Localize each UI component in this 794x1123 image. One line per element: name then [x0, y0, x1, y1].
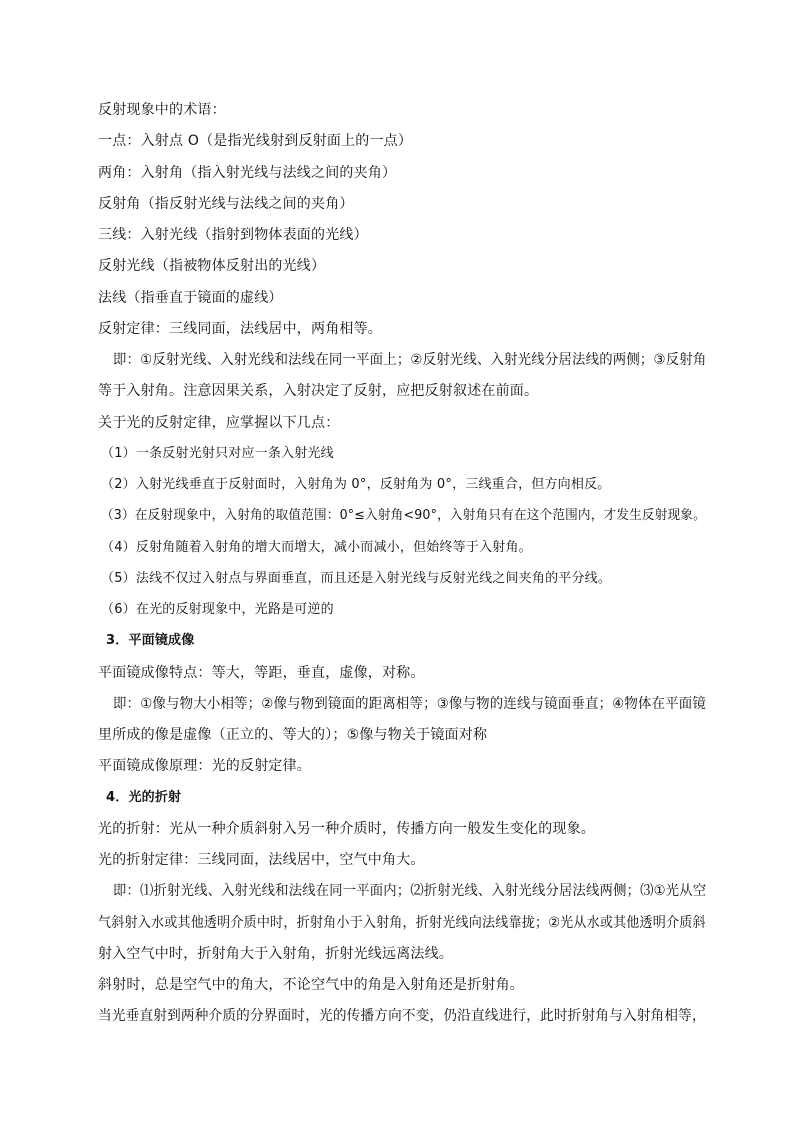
- section-heading: 3．平面镜成像: [106, 633, 195, 648]
- text-line: 当光垂直射到两种介质的分界面时，光的传播方向不变，仍沿直线进行，此时折射角与入射角相等，: [98, 1008, 706, 1024]
- text-line: （4）反射角随着入射角的增大而增大，减小而减小，但始终等于入射角。: [101, 540, 532, 555]
- text-line: 反射光线（指被物体反射出的光线）: [98, 258, 326, 274]
- text-line: 即：⑴折射光线、入射光线和法线在同一平面内；⑵折射光线、入射光线分居法线两侧；⑶①光从空: [113, 883, 707, 899]
- text-line: 射入空气中时，折射角大于入射角，折射光线远离法线。: [98, 946, 453, 962]
- text-line: （6）在光的反射现象中，光路是可逆的: [101, 602, 334, 617]
- text-line: （1）一条反射光射只对应一条入射光线: [101, 446, 334, 461]
- text-line: 反射现象中的术语：: [98, 102, 226, 118]
- text-line: 平面镜成像特点：等大，等距，垂直，虚像，对称。: [98, 665, 425, 681]
- text-line: 平面镜成像原理：光的反射定律。: [98, 758, 311, 774]
- text-line: 里所成的像是虚像（正立的、等大的）；⑤像与物关于镜面对称: [98, 727, 488, 743]
- text-line: 等于入射角。注意因果关系，入射决定了反射，应把反射叙述在前面。: [98, 383, 539, 399]
- text-line: （3）在反射现象中，入射角的取值范围：0°≤入射角<90°，入射角只有在这个范围内，才发生反射现象。: [101, 508, 706, 523]
- text-line: 法线（指垂直于镜面的虚线）: [98, 290, 283, 306]
- text-line: 反射定律：三线同面，法线居中，两角相等。: [98, 321, 382, 337]
- text-line: （2）入射光线垂直于反射面时，入射角为 0°，反射角为 0°，三线重合，但方向相反。: [101, 477, 611, 492]
- section-heading: 4．光的折射: [106, 790, 182, 805]
- text-line: 反射角（指反射光线与法线之间的夹角）: [98, 196, 354, 212]
- text-line: 关于光的反射定律，应掌握以下几点：: [98, 415, 340, 431]
- text-line: 光的折射定律：三线同面，法线居中，空气中角大。: [98, 852, 425, 868]
- text-line: 气斜射入水或其他透明介质中时，折射角小于入射角，折射光线向法线靠拢；②光从水或其他透明介质斜: [98, 915, 706, 931]
- text-line: 光的折射：光从一种介质斜射入另一种介质时，传播方向一般发生变化的现象。: [98, 821, 595, 837]
- text-line: 斜射时，总是空气中的角大，不论空气中的角是入射角还是折射角。: [98, 977, 524, 993]
- text-line: 三线：入射光线（指射到物体表面的光线）: [98, 227, 368, 243]
- text-line: 即：①像与物大小相等；②像与物到镜面的距离相等；③像与物的连线与镜面垂直；④物体在平面镜: [113, 696, 707, 712]
- text-line: 即：①反射光线、入射光线和法线在同一平面上；②反射光线、入射光线分居法线的两侧；③反射角: [113, 352, 707, 368]
- text-line: 一点：入射点 O（是指光线射到反射面上的一点）: [98, 133, 413, 149]
- text-line: 两角：入射角（指入射光线与法线之间的夹角）: [98, 165, 397, 181]
- text-line: （5）法线不仅过入射点与界面垂直，而且还是入射光线与反射光线之间夹角的平分线。: [101, 571, 612, 586]
